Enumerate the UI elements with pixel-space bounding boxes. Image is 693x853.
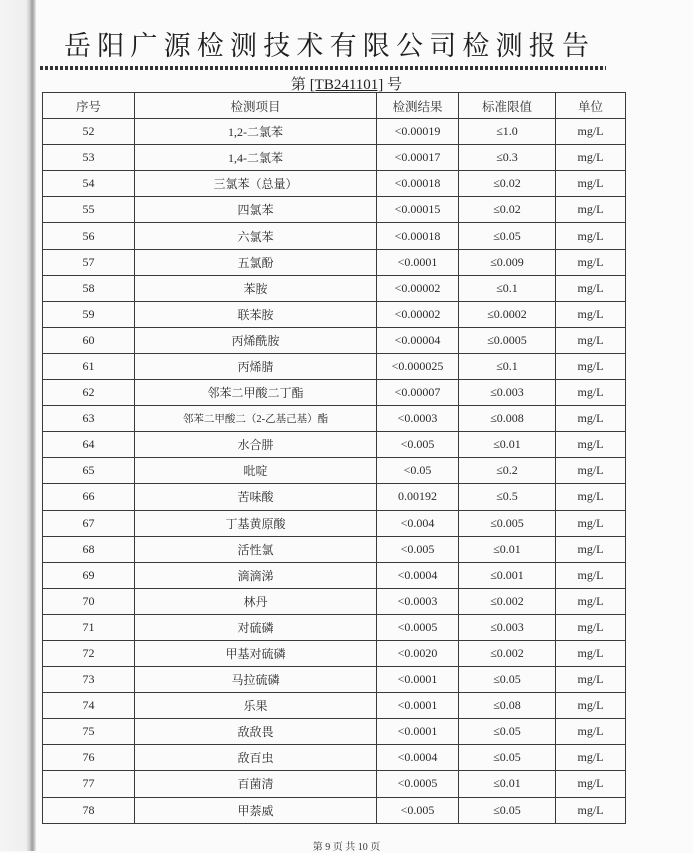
table-header-row <box>43 93 626 119</box>
cell-limit: ≤0.002 <box>459 640 556 666</box>
cell-item: 丙烯酰胺 <box>135 327 377 353</box>
cell-no: 59 <box>43 301 135 327</box>
cell-no: 72 <box>43 640 135 666</box>
cell-unit: mg/L <box>556 380 626 406</box>
cell-limit: ≤0.001 <box>459 562 556 588</box>
cell-limit: ≤0.1 <box>459 275 556 301</box>
table-row <box>43 119 626 145</box>
table-row <box>43 380 626 406</box>
cell-no: 58 <box>43 275 135 301</box>
cell-limit: ≤0.01 <box>459 432 556 458</box>
cell-unit: mg/L <box>556 797 626 823</box>
cell-item: 六氯苯 <box>135 223 377 249</box>
cell-result: <0.005 <box>377 797 459 823</box>
column-header-no: 序号 <box>43 93 135 119</box>
cell-item: 敌敌畏 <box>135 719 377 745</box>
cell-unit: mg/L <box>556 719 626 745</box>
cell-item: 吡啶 <box>135 458 377 484</box>
cell-no: 77 <box>43 771 135 797</box>
cell-unit: mg/L <box>556 693 626 719</box>
cell-no: 62 <box>43 380 135 406</box>
cell-result: <0.00015 <box>377 197 459 223</box>
report-number-prefix: 第 <box>290 77 310 93</box>
cell-item: 甲萘威 <box>135 797 377 823</box>
results-table <box>42 92 626 824</box>
cell-item: 滴滴涕 <box>135 562 377 588</box>
table-row <box>43 432 626 458</box>
cell-unit: mg/L <box>556 667 626 693</box>
table-row <box>43 562 626 588</box>
cell-unit: mg/L <box>556 406 626 432</box>
cell-no: 75 <box>43 719 135 745</box>
cell-no: 70 <box>43 588 135 614</box>
cell-unit: mg/L <box>556 301 626 327</box>
cell-unit: mg/L <box>556 640 626 666</box>
cell-no: 76 <box>43 745 135 771</box>
table-body <box>43 119 626 824</box>
cell-limit: ≤0.05 <box>459 667 556 693</box>
cell-limit: ≤0.009 <box>459 249 556 275</box>
table-row <box>43 667 626 693</box>
cell-limit: ≤0.2 <box>459 458 556 484</box>
cell-limit: ≤0.002 <box>459 588 556 614</box>
cell-unit: mg/L <box>556 145 626 171</box>
cell-result: <0.0001 <box>377 693 459 719</box>
cell-limit: ≤0.05 <box>459 797 556 823</box>
cell-unit: mg/L <box>556 223 626 249</box>
cell-no: 55 <box>43 197 135 223</box>
cell-unit: mg/L <box>556 745 626 771</box>
cell-no: 78 <box>43 797 135 823</box>
cell-limit: ≤0.003 <box>459 614 556 640</box>
cell-unit: mg/L <box>556 458 626 484</box>
page-footer: 第 9 页 共 10 页 <box>312 842 381 853</box>
table-row <box>43 327 626 353</box>
cell-result: <0.000025 <box>377 353 459 379</box>
table-row <box>43 640 626 666</box>
cell-item: 苦味酸 <box>135 484 377 510</box>
cell-result: <0.00002 <box>377 301 459 327</box>
table-row <box>43 197 626 223</box>
cell-limit: ≤0.5 <box>459 484 556 510</box>
cell-result: <0.0001 <box>377 667 459 693</box>
cell-unit: mg/L <box>556 249 626 275</box>
table-row <box>43 145 626 171</box>
cell-unit: mg/L <box>556 614 626 640</box>
table-row <box>43 171 626 197</box>
cell-no: 69 <box>43 562 135 588</box>
cell-limit: ≤0.003 <box>459 380 556 406</box>
cell-result: <0.0020 <box>377 640 459 666</box>
cell-no: 53 <box>43 145 135 171</box>
cell-no: 54 <box>43 171 135 197</box>
cell-unit: mg/L <box>556 432 626 458</box>
column-header-limit: 标准限值 <box>459 93 556 119</box>
report-number <box>0 73 693 94</box>
cell-unit: mg/L <box>556 197 626 223</box>
cell-no: 71 <box>43 614 135 640</box>
cell-no: 52 <box>43 119 135 145</box>
table-row <box>43 406 626 432</box>
table-row <box>43 745 626 771</box>
cell-no: 67 <box>43 510 135 536</box>
cell-limit: ≤0.008 <box>459 406 556 432</box>
cell-item: 1,2-二氯苯 <box>135 119 377 145</box>
cell-limit: ≤0.0002 <box>459 301 556 327</box>
page-binding-shadow <box>0 0 36 851</box>
cell-result: 0.00192 <box>377 484 459 510</box>
cell-result: <0.0005 <box>377 614 459 640</box>
cell-result: <0.005 <box>377 432 459 458</box>
table-row <box>43 275 626 301</box>
cell-item: 邻苯二甲酸二（2-乙基己基）酯 <box>135 406 377 432</box>
cell-result: <0.0004 <box>377 562 459 588</box>
cell-result: <0.005 <box>377 536 459 562</box>
table-row <box>43 771 626 797</box>
cell-unit: mg/L <box>556 536 626 562</box>
dotted-divider <box>40 66 606 70</box>
cell-item: 甲基对硫磷 <box>135 640 377 666</box>
cell-no: 61 <box>43 353 135 379</box>
cell-no: 74 <box>43 693 135 719</box>
cell-result: <0.00018 <box>377 171 459 197</box>
cell-limit: ≤0.005 <box>459 510 556 536</box>
table-row <box>43 588 626 614</box>
cell-unit: mg/L <box>556 588 626 614</box>
cell-unit: mg/L <box>556 171 626 197</box>
cell-unit: mg/L <box>556 510 626 536</box>
cell-item: 苯胺 <box>135 275 377 301</box>
cell-limit: ≤0.02 <box>459 171 556 197</box>
column-header-result: 检测结果 <box>377 93 459 119</box>
cell-item: 百菌清 <box>135 771 377 797</box>
cell-no: 57 <box>43 249 135 275</box>
table-row <box>43 223 626 249</box>
cell-result: <0.0005 <box>377 771 459 797</box>
cell-item: 林丹 <box>135 588 377 614</box>
cell-result: <0.05 <box>377 458 459 484</box>
cell-item: 五氯酚 <box>135 249 377 275</box>
cell-limit: ≤0.02 <box>459 197 556 223</box>
cell-no: 60 <box>43 327 135 353</box>
cell-limit: ≤0.05 <box>459 223 556 249</box>
cell-result: <0.00007 <box>377 380 459 406</box>
cell-item: 水合肼 <box>135 432 377 458</box>
table-row <box>43 797 626 823</box>
cell-limit: ≤0.1 <box>459 353 556 379</box>
report-number-code: [TB241101] <box>309 77 384 93</box>
table-row <box>43 249 626 275</box>
cell-item: 三氯苯（总量） <box>135 171 377 197</box>
cell-no: 56 <box>43 223 135 249</box>
cell-result: <0.0001 <box>377 719 459 745</box>
cell-result: <0.0004 <box>377 745 459 771</box>
cell-result: <0.0003 <box>377 406 459 432</box>
cell-unit: mg/L <box>556 353 626 379</box>
table-row <box>43 510 626 536</box>
column-header-unit: 单位 <box>556 93 626 119</box>
cell-no: 63 <box>43 406 135 432</box>
cell-limit: ≤0.08 <box>459 693 556 719</box>
cell-item: 乐果 <box>135 693 377 719</box>
cell-limit: ≤0.05 <box>459 719 556 745</box>
cell-limit: ≤0.05 <box>459 745 556 771</box>
cell-limit: ≤0.3 <box>459 145 556 171</box>
cell-item: 1,4-二氯苯 <box>135 145 377 171</box>
cell-unit: mg/L <box>556 327 626 353</box>
cell-result: <0.00017 <box>377 145 459 171</box>
cell-result: <0.00019 <box>377 119 459 145</box>
cell-unit: mg/L <box>556 119 626 145</box>
column-header-item: 检测项目 <box>135 93 377 119</box>
cell-limit: ≤0.01 <box>459 536 556 562</box>
table-row <box>43 301 626 327</box>
cell-item: 敌百虫 <box>135 745 377 771</box>
cell-item: 丙烯腈 <box>135 353 377 379</box>
table-row <box>43 458 626 484</box>
cell-item: 丁基黄原酸 <box>135 510 377 536</box>
cell-no: 68 <box>43 536 135 562</box>
cell-no: 64 <box>43 432 135 458</box>
report-number-suffix: 号 <box>383 77 403 93</box>
table-row <box>43 614 626 640</box>
cell-no: 66 <box>43 484 135 510</box>
cell-result: <0.00002 <box>377 275 459 301</box>
table-row <box>43 353 626 379</box>
cell-item: 马拉硫磷 <box>135 667 377 693</box>
cell-result: <0.00004 <box>377 327 459 353</box>
table-row <box>43 719 626 745</box>
cell-item: 邻苯二甲酸二丁酯 <box>135 380 377 406</box>
cell-item: 四氯苯 <box>135 197 377 223</box>
table-row <box>43 693 626 719</box>
cell-limit: ≤0.0005 <box>459 327 556 353</box>
cell-no: 65 <box>43 458 135 484</box>
cell-limit: ≤0.01 <box>459 771 556 797</box>
cell-result: <0.0001 <box>377 249 459 275</box>
cell-item: 活性氯 <box>135 536 377 562</box>
cell-item: 联苯胺 <box>135 301 377 327</box>
cell-unit: mg/L <box>556 275 626 301</box>
company-report-title: 岳阳广源检测技术有限公司检测报告 <box>64 31 596 62</box>
table-row <box>43 536 626 562</box>
cell-result: <0.004 <box>377 510 459 536</box>
cell-limit: ≤1.0 <box>459 119 556 145</box>
cell-unit: mg/L <box>556 562 626 588</box>
table-row <box>43 484 626 510</box>
cell-no: 73 <box>43 667 135 693</box>
cell-item: 对硫磷 <box>135 614 377 640</box>
cell-unit: mg/L <box>556 484 626 510</box>
cell-result: <0.00018 <box>377 223 459 249</box>
cell-unit: mg/L <box>556 771 626 797</box>
cell-result: <0.0003 <box>377 588 459 614</box>
